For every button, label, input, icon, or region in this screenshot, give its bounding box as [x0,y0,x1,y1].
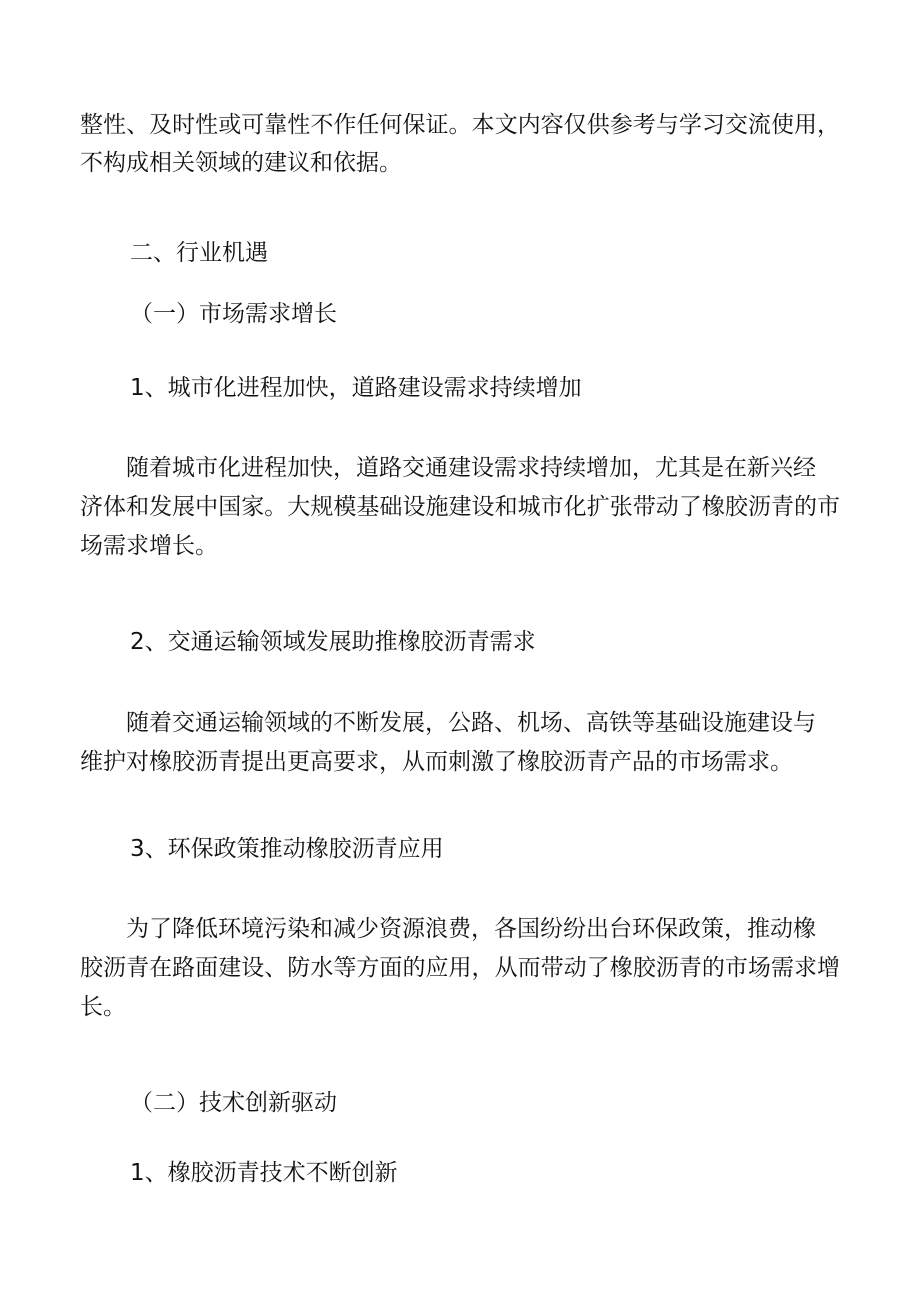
text-line: 长。 [80,994,126,1020]
item-heading: 3、环保政策推动橡胶沥青应用 [130,836,444,862]
text-line: 为了降低环境污染和减少资源浪费，各国纷纷出台环保政策，推动橡 [126,916,816,942]
subsection-title: （一）市场需求增长 [130,301,337,327]
text-line: 随着交通运输领域的不断发展，公路、机场、高铁等基础设施建设与 [126,710,816,736]
item-heading: 1、城市化进程加快，道路建设需求持续增加 [130,375,582,401]
section-title: 二、行业机遇 [130,240,268,266]
body-paragraph [80,912,840,1024]
text-line: 济体和发展中国家。大规模基础设施建设和城市化扩张带动了橡胶沥青的市 [80,494,840,520]
body-paragraph [80,451,840,563]
subsection-title: （二）技术创新驱动 [130,1090,337,1116]
text-line: 维护对橡胶沥青提出更高要求，从而刺激了橡胶沥青产品的市场需求。 [80,749,793,775]
text-line: 随着城市化进程加快，道路交通建设需求持续增加，尤其是在新兴经 [126,455,816,481]
text-line: 整性、及时性或可靠性不作任何保证。本文内容仅供参考与学习交流使用， [80,112,840,138]
text-line: 胶沥青在路面建设、防水等方面的应用，从而带动了橡胶沥青的市场需求增 [80,955,840,981]
intro-paragraph [80,108,840,180]
text-line: 场需求增长。 [80,533,218,559]
body-paragraph [80,706,840,779]
item-heading: 1、橡胶沥青技术不断创新 [130,1160,398,1186]
item-heading: 2、交通运输领域发展助推橡胶沥青需求 [130,629,536,655]
text-line: 不构成相关领域的建议和依据。 [80,150,402,176]
